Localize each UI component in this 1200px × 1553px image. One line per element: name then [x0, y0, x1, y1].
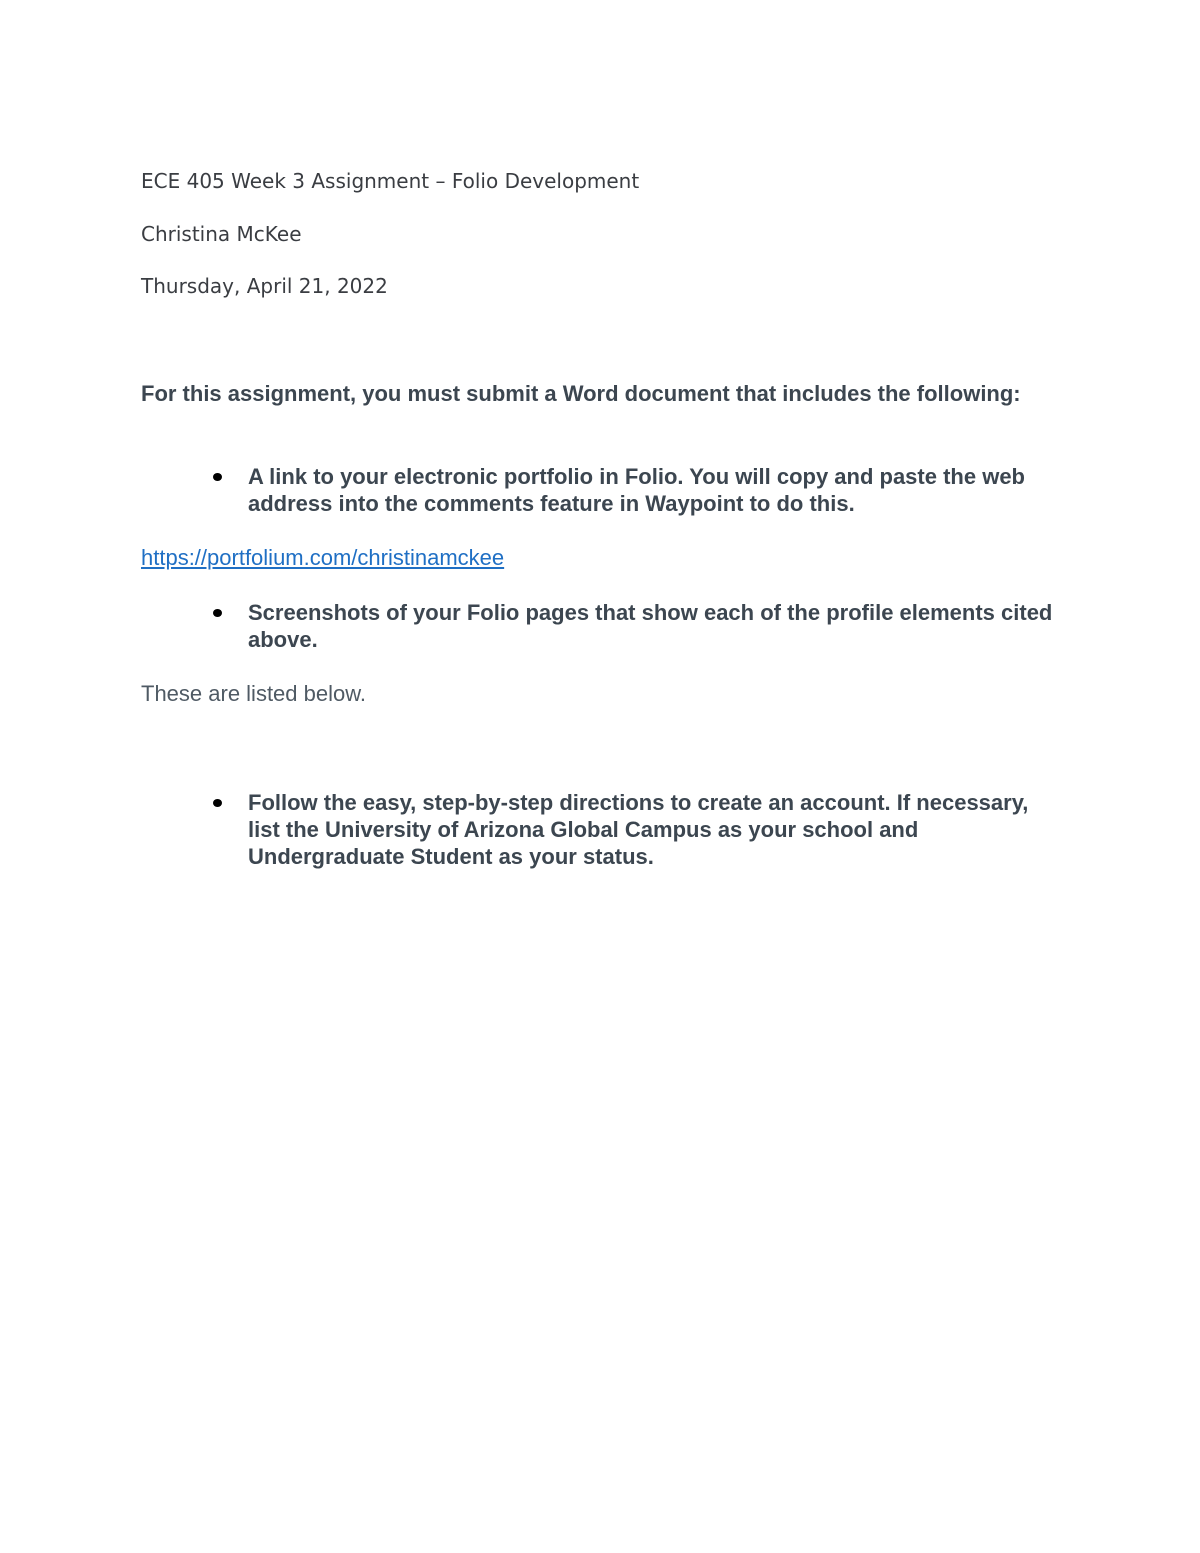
- bullet-icon: [213, 799, 222, 807]
- assignment-intro: For this assignment, you must submit a Word document that includes the following:: [141, 381, 1021, 406]
- author-name: Christina McKee: [141, 222, 302, 246]
- document-title: ECE 405 Week 3 Assignment – Folio Development: [141, 169, 640, 193]
- portfolio-link[interactable]: https://portfolium.com/christinamckee: [141, 545, 505, 570]
- bullet-text-folio-link: A link to your electronic portfolio in Folio. You will copy and paste the web address into the comments feature in Waypoint to do this.: [248, 464, 1025, 516]
- bullet-text-screenshots: Screenshots of your Folio pages that show each of the profile elements cited above.: [248, 600, 1053, 652]
- document-date: Thursday, April 21, 2022: [141, 274, 388, 298]
- listed-below-note: These are listed below.: [141, 681, 367, 706]
- bullet-text-create-account: Follow the easy, step-by-step directions to create an account. If necessary, list the University of Arizona Global Campus as your school and Undergraduate Student as your status.: [248, 790, 1029, 869]
- bullet-icon: [213, 609, 222, 617]
- bullet-icon: [213, 473, 222, 481]
